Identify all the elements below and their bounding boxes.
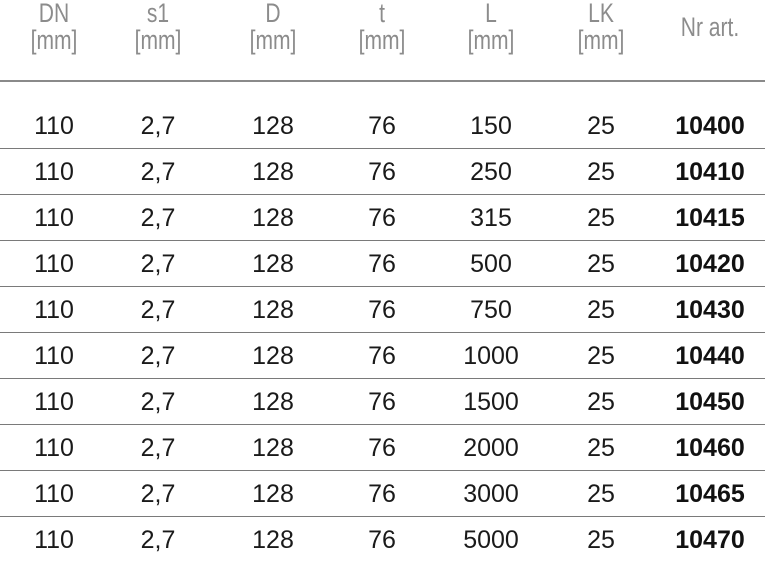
cell-l: 250 xyxy=(470,158,512,186)
cell-dn: 110 xyxy=(34,388,74,416)
cell-s1: 2,7 xyxy=(140,158,176,186)
column-header-l xyxy=(452,0,530,60)
column-header-unit: [mm] xyxy=(577,25,625,55)
cell-d: 128 xyxy=(252,526,294,554)
cell-l: 1000 xyxy=(463,342,519,370)
cell-s1: 2,7 xyxy=(140,480,176,508)
cell-d: 128 xyxy=(252,112,294,140)
cell-article-number: 10470 xyxy=(675,526,745,554)
table-row xyxy=(0,379,765,425)
cell-lk: 25 xyxy=(587,388,615,416)
cell-lk: 25 xyxy=(587,526,615,554)
cell-lk: 25 xyxy=(587,480,615,508)
table-row xyxy=(0,195,765,241)
table-body xyxy=(0,103,765,563)
cell-t: 76 xyxy=(368,204,396,232)
cell-dn: 110 xyxy=(34,204,74,232)
table-row xyxy=(0,471,765,517)
cell-lk: 25 xyxy=(587,434,615,462)
column-header-d xyxy=(234,0,312,60)
cell-t: 76 xyxy=(368,342,396,370)
cell-t: 76 xyxy=(368,480,396,508)
cell-article-number: 10420 xyxy=(675,250,745,278)
cell-dn: 110 xyxy=(34,158,74,186)
column-header-unit: [mm] xyxy=(467,25,515,55)
column-header-unit: [mm] xyxy=(134,25,182,55)
cell-l: 5000 xyxy=(463,526,519,554)
cell-dn: 110 xyxy=(34,296,74,324)
column-header-name: L xyxy=(485,0,497,28)
cell-s1: 2,7 xyxy=(140,388,176,416)
cell-s1: 2,7 xyxy=(140,526,176,554)
cell-t: 76 xyxy=(368,434,396,462)
cell-article-number: 10430 xyxy=(675,296,745,324)
cell-d: 128 xyxy=(252,296,294,324)
cell-s1: 2,7 xyxy=(140,434,176,462)
table-row xyxy=(0,103,765,149)
cell-d: 128 xyxy=(252,342,294,370)
cell-l: 2000 xyxy=(463,434,519,462)
cell-dn: 110 xyxy=(34,480,74,508)
cell-dn: 110 xyxy=(34,434,74,462)
cell-lk: 25 xyxy=(587,250,615,278)
cell-s1: 2,7 xyxy=(140,112,176,140)
cell-l: 1500 xyxy=(463,388,519,416)
cell-l: 315 xyxy=(470,204,512,232)
cell-article-number: 10400 xyxy=(675,112,745,140)
cell-d: 128 xyxy=(252,388,294,416)
table-row xyxy=(0,425,765,471)
cell-l: 150 xyxy=(470,112,512,140)
column-header-name: s1 xyxy=(146,0,170,28)
cell-l: 3000 xyxy=(463,480,519,508)
table-header xyxy=(0,0,765,82)
column-header-name: Nr art. xyxy=(680,12,740,42)
cell-s1: 2,7 xyxy=(140,296,176,324)
cell-t: 76 xyxy=(368,296,396,324)
cell-d: 128 xyxy=(252,434,294,462)
column-header-unit: [mm] xyxy=(30,25,78,55)
cell-lk: 25 xyxy=(587,112,615,140)
column-header-name: t xyxy=(379,0,385,28)
cell-l: 750 xyxy=(470,296,512,324)
cell-lk: 25 xyxy=(587,342,615,370)
column-header-unit: [mm] xyxy=(358,25,406,55)
table-row xyxy=(0,287,765,333)
column-header-name: D xyxy=(265,0,281,28)
cell-article-number: 10410 xyxy=(675,158,745,186)
cell-article-number: 10460 xyxy=(675,434,745,462)
cell-article-number: 10450 xyxy=(675,388,745,416)
cell-dn: 110 xyxy=(34,250,74,278)
cell-t: 76 xyxy=(368,158,396,186)
table-row xyxy=(0,517,765,563)
cell-t: 76 xyxy=(368,388,396,416)
table-row xyxy=(0,149,765,195)
column-header-article-number xyxy=(667,0,753,60)
cell-lk: 25 xyxy=(587,296,615,324)
cell-d: 128 xyxy=(252,250,294,278)
cell-t: 76 xyxy=(368,526,396,554)
column-header-lk xyxy=(562,0,640,60)
column-header-s1 xyxy=(119,0,197,60)
cell-d: 128 xyxy=(252,204,294,232)
column-header-dn xyxy=(15,0,93,60)
column-header-t xyxy=(343,0,421,60)
cell-t: 76 xyxy=(368,250,396,278)
cell-d: 128 xyxy=(252,158,294,186)
cell-dn: 110 xyxy=(34,342,74,370)
cell-l: 500 xyxy=(470,250,512,278)
column-header-name: DN xyxy=(38,0,70,28)
cell-dn: 110 xyxy=(34,112,74,140)
cell-s1: 2,7 xyxy=(140,342,176,370)
cell-lk: 25 xyxy=(587,204,615,232)
cell-article-number: 10440 xyxy=(675,342,745,370)
cell-article-number: 10415 xyxy=(675,204,745,232)
cell-article-number: 10465 xyxy=(675,480,745,508)
cell-lk: 25 xyxy=(587,158,615,186)
cell-dn: 110 xyxy=(34,526,74,554)
table-row xyxy=(0,241,765,287)
cell-s1: 2,7 xyxy=(140,250,176,278)
cell-d: 128 xyxy=(252,480,294,508)
cell-s1: 2,7 xyxy=(140,204,176,232)
cell-t: 76 xyxy=(368,112,396,140)
table-row xyxy=(0,333,765,379)
column-header-name: LK xyxy=(588,0,614,28)
column-header-unit: [mm] xyxy=(249,25,297,55)
